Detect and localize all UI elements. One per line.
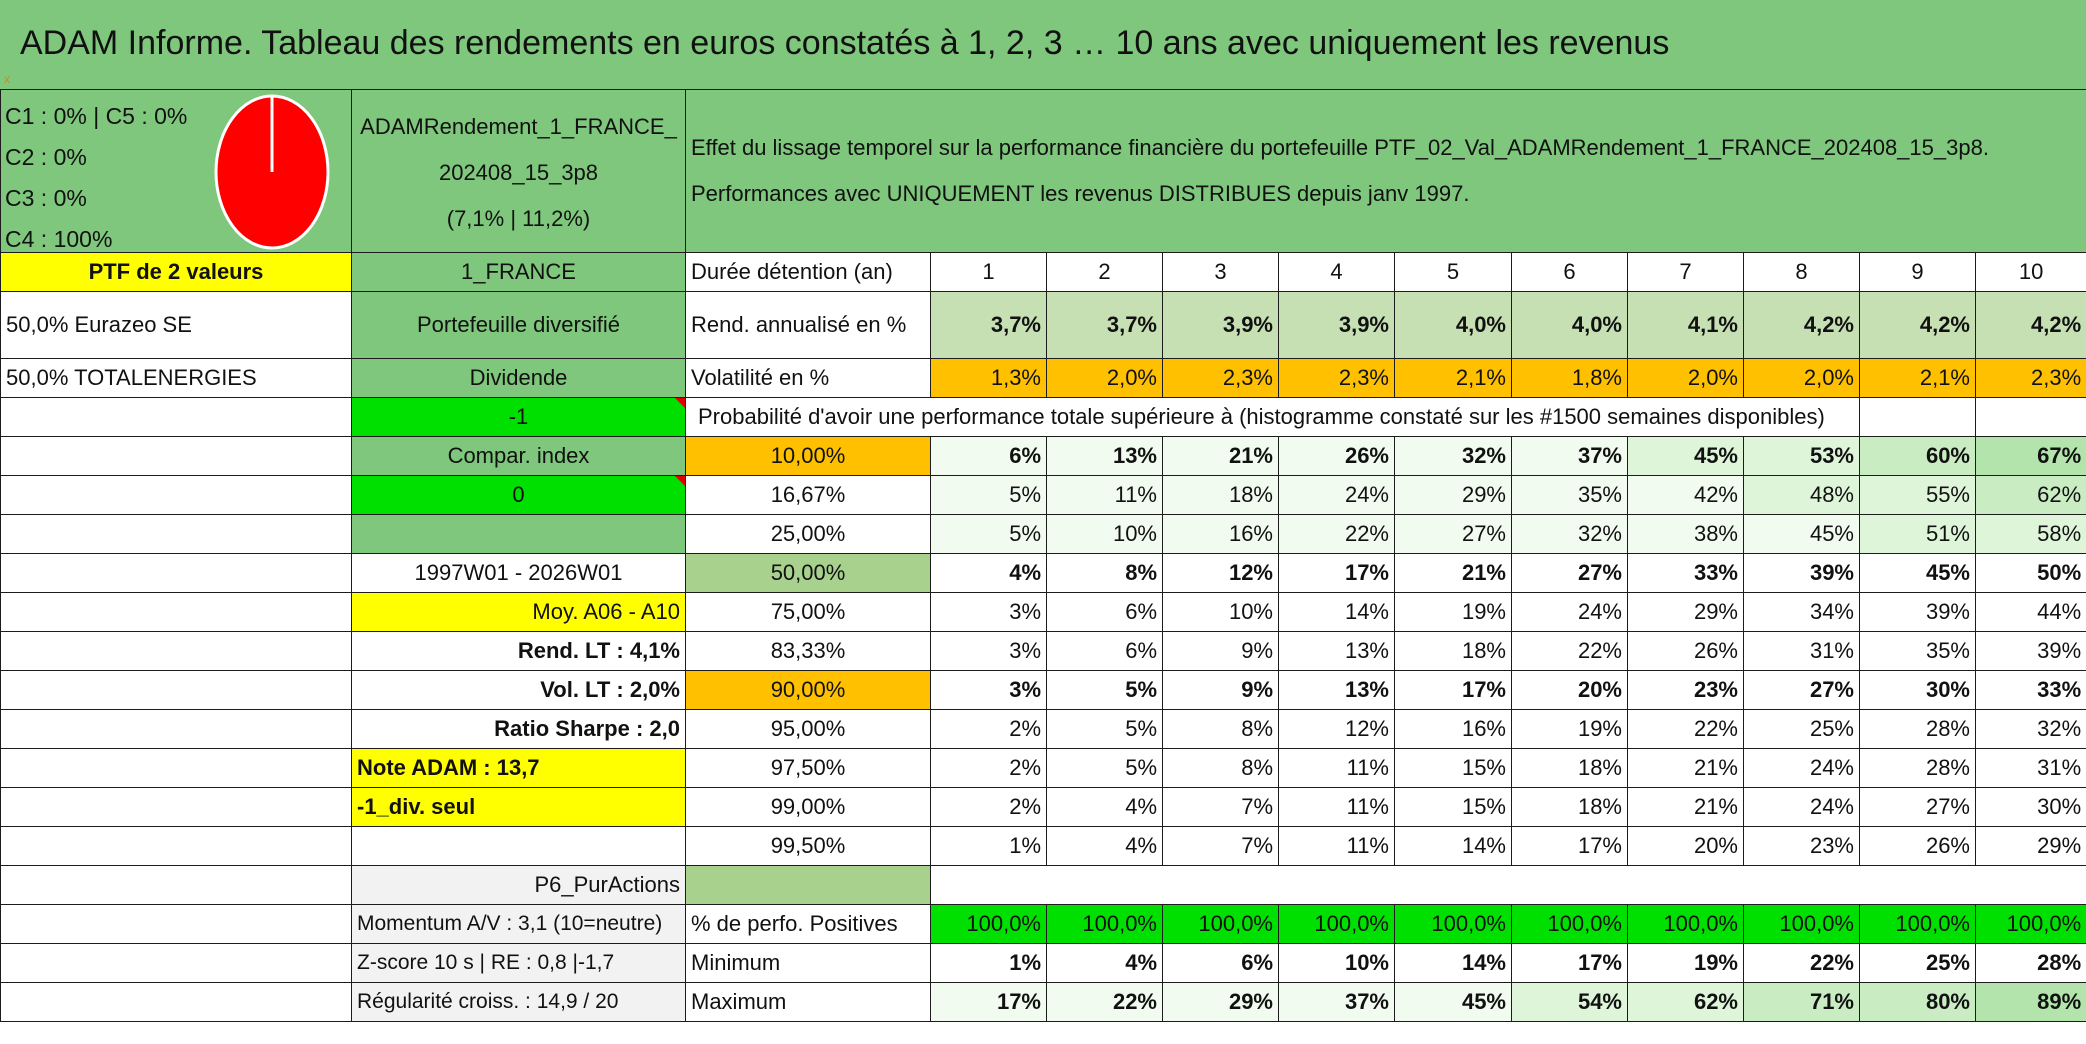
proba-value: 33%: [1628, 554, 1744, 593]
year-header: 2: [1047, 253, 1163, 292]
proba-value: 53%: [1744, 437, 1860, 476]
min-label: Minimum: [686, 944, 931, 983]
empty-cell: [1, 827, 352, 866]
max-value: 80%: [1860, 983, 1976, 1022]
momentum-label: Momentum A/V : 3,1 (10=neutre): [352, 905, 686, 944]
proba-value: 58%: [1976, 515, 2086, 554]
pos-label: % de perfo. Positives: [686, 905, 931, 944]
legend-item: C3 : 0%: [5, 185, 87, 211]
proba-value: 5%: [1047, 710, 1163, 749]
proba-value: 19%: [1512, 710, 1628, 749]
proba-value: 50%: [1976, 554, 2086, 593]
proba-value: 60%: [1860, 437, 1976, 476]
proba-value: 13%: [1279, 671, 1395, 710]
proba-value: 39%: [1860, 593, 1976, 632]
year-header: 8: [1744, 253, 1860, 292]
proba-value: 15%: [1395, 788, 1512, 827]
vol-value: 2,0%: [1047, 359, 1163, 398]
rend-value: 4,0%: [1395, 292, 1512, 359]
min-value: 1%: [931, 944, 1047, 983]
empty-cell: [1860, 398, 1976, 437]
rend-value: 3,7%: [931, 292, 1047, 359]
vol-value: 2,0%: [1744, 359, 1860, 398]
proba-value: 8%: [1047, 554, 1163, 593]
proba-value: 31%: [1976, 749, 2086, 788]
proba-value: 34%: [1744, 593, 1860, 632]
proba-value: 32%: [1395, 437, 1512, 476]
max-value: 22%: [1047, 983, 1163, 1022]
threshold-label: 10,00%: [686, 437, 931, 476]
proba-value: 11%: [1047, 476, 1163, 515]
empty-cell: [1, 476, 352, 515]
proba-value: 12%: [1279, 710, 1395, 749]
proba-value: 13%: [1279, 632, 1395, 671]
proba-value: 24%: [1744, 788, 1860, 827]
proba-value: 29%: [1395, 476, 1512, 515]
proba-value: 33%: [1976, 671, 2086, 710]
pos-value: 100,0%: [1279, 905, 1395, 944]
empty-cell: [1, 398, 352, 437]
proba-value: 48%: [1744, 476, 1860, 515]
param-zero: 0: [352, 476, 686, 515]
empty-cell: [1, 515, 352, 554]
empty-cell: [1, 905, 352, 944]
proba-value: 5%: [1047, 671, 1163, 710]
year-header: 3: [1163, 253, 1279, 292]
min-value: 17%: [1512, 944, 1628, 983]
pos-value: 100,0%: [1047, 905, 1163, 944]
description-cell: [686, 90, 2086, 253]
year-header: 5: [1395, 253, 1512, 292]
proba-value: 10%: [1047, 515, 1163, 554]
proba-value: 21%: [1395, 554, 1512, 593]
proba-value: 1%: [931, 827, 1047, 866]
empty-band: [931, 866, 2086, 905]
pos-value: 100,0%: [931, 905, 1047, 944]
threshold-label: 95,00%: [686, 710, 931, 749]
min-value: 10%: [1279, 944, 1395, 983]
proba-value: 26%: [1628, 632, 1744, 671]
threshold-label: 83,33%: [686, 632, 931, 671]
year-header: 4: [1279, 253, 1395, 292]
empty-cell: [1, 866, 352, 905]
proba-value: 3%: [931, 632, 1047, 671]
period-label: 1997W01 - 2026W01: [352, 554, 686, 593]
proba-value: 20%: [1512, 671, 1628, 710]
proba-value: 22%: [1512, 632, 1628, 671]
proba-value: 24%: [1744, 749, 1860, 788]
proba-value: 15%: [1395, 749, 1512, 788]
proba-value: 22%: [1279, 515, 1395, 554]
proba-value: 32%: [1512, 515, 1628, 554]
pos-value: 100,0%: [1395, 905, 1512, 944]
proba-value: 30%: [1860, 671, 1976, 710]
proba-value: 18%: [1163, 476, 1279, 515]
zscore-label: Z-score 10 s | RE : 0,8 |-1,7: [352, 944, 686, 983]
year-header: 10: [1976, 253, 2086, 292]
proba-value: 32%: [1976, 710, 2086, 749]
rend-label: Rend. annualisé en %: [686, 292, 931, 359]
rend-value: 4,2%: [1744, 292, 1860, 359]
div-label: -1_div. seul: [352, 788, 686, 827]
empty-cell: [352, 827, 686, 866]
vol-value: 2,1%: [1395, 359, 1512, 398]
proba-value: 3%: [931, 593, 1047, 632]
allocation-pie-chart: [213, 94, 337, 252]
holding-item: 50,0% Eurazeo SE: [1, 292, 352, 359]
pos-value: 100,0%: [1860, 905, 1976, 944]
proba-value: 18%: [1512, 749, 1628, 788]
empty-cell: [1, 944, 352, 983]
min-value: 6%: [1163, 944, 1279, 983]
pie-legend: [5, 96, 187, 253]
empty-green-cell: [352, 515, 686, 554]
vol-value: 1,3%: [931, 359, 1047, 398]
proba-value: 20%: [1628, 827, 1744, 866]
rend-value: 4,2%: [1976, 292, 2086, 359]
proba-value: 62%: [1976, 476, 2086, 515]
proba-value: 28%: [1860, 710, 1976, 749]
max-value: 45%: [1395, 983, 1512, 1022]
year-header: 9: [1860, 253, 1976, 292]
region-label: 1_FRANCE: [352, 253, 686, 292]
performance-table: [0, 89, 2086, 1022]
threshold-label: 25,00%: [686, 515, 931, 554]
vol-label: Volatilité en %: [686, 359, 931, 398]
proba-value: 3%: [931, 671, 1047, 710]
proba-value: 21%: [1628, 749, 1744, 788]
proba-value: 2%: [931, 788, 1047, 827]
probability-title: Probabilité d'avoir une performance totale supérieure à (histogramme constaté sur les #1500 semaines disponibles): [686, 398, 1860, 437]
proba-value: 9%: [1163, 671, 1279, 710]
max-value: 17%: [931, 983, 1047, 1022]
income-type: Dividende: [352, 359, 686, 398]
max-value: 54%: [1512, 983, 1628, 1022]
rend-value: 3,7%: [1047, 292, 1163, 359]
ptf-count: PTF de 2 valeurs: [1, 253, 352, 292]
empty-cell: [1, 671, 352, 710]
proba-value: 37%: [1512, 437, 1628, 476]
rend-value: 3,9%: [1279, 292, 1395, 359]
year-header: 6: [1512, 253, 1628, 292]
max-value: 62%: [1628, 983, 1744, 1022]
empty-cell: [1, 632, 352, 671]
vol-value: 2,1%: [1860, 359, 1976, 398]
threshold-label: 90,00%: [686, 671, 931, 710]
proba-value: 13%: [1047, 437, 1163, 476]
proba-value: 23%: [1628, 671, 1744, 710]
year-header: 1: [931, 253, 1047, 292]
min-value: 14%: [1395, 944, 1512, 983]
proba-value: 8%: [1163, 749, 1279, 788]
proba-value: 16%: [1395, 710, 1512, 749]
min-value: 19%: [1628, 944, 1744, 983]
proba-value: 45%: [1628, 437, 1744, 476]
empty-cell: [1, 554, 352, 593]
proba-value: 4%: [931, 554, 1047, 593]
proba-value: 24%: [1512, 593, 1628, 632]
vol-value: 2,3%: [1163, 359, 1279, 398]
proba-value: 27%: [1744, 671, 1860, 710]
proba-value: 14%: [1395, 827, 1512, 866]
proba-value: 19%: [1395, 593, 1512, 632]
proba-value: 17%: [1395, 671, 1512, 710]
proba-value: 29%: [1628, 593, 1744, 632]
pos-value: 100,0%: [1628, 905, 1744, 944]
cell-marker: x: [4, 72, 10, 86]
pos-value: 100,0%: [1976, 905, 2086, 944]
proba-value: 11%: [1279, 788, 1395, 827]
proba-value: 11%: [1279, 827, 1395, 866]
threshold-label: 99,00%: [686, 788, 931, 827]
proba-value: 16%: [1163, 515, 1279, 554]
proba-value: 5%: [931, 515, 1047, 554]
proba-value: 8%: [1163, 710, 1279, 749]
pos-value: 100,0%: [1163, 905, 1279, 944]
vol-value: 2,3%: [1279, 359, 1395, 398]
threshold-label: 75,00%: [686, 593, 931, 632]
vol-lt-label: Vol. LT : 2,0%: [352, 671, 686, 710]
empty-cell: [1, 788, 352, 827]
proba-value: 12%: [1163, 554, 1279, 593]
empty-cell: [1, 437, 352, 476]
regularite-label: Régularité croiss. : 14,9 / 20: [352, 983, 686, 1022]
empty-cell: [1, 593, 352, 632]
max-value: 37%: [1279, 983, 1395, 1022]
empty-cell: [1976, 398, 2086, 437]
proba-value: 24%: [1279, 476, 1395, 515]
proba-value: 22%: [1628, 710, 1744, 749]
min-value: 22%: [1744, 944, 1860, 983]
rend-value: 4,1%: [1628, 292, 1744, 359]
rend-value: 4,2%: [1860, 292, 1976, 359]
proba-value: 18%: [1395, 632, 1512, 671]
threshold-label: 99,50%: [686, 827, 931, 866]
moy-label: Moy. A06 - A10: [352, 593, 686, 632]
proba-value: 38%: [1628, 515, 1744, 554]
proba-value: 35%: [1860, 632, 1976, 671]
portfolio-name: ADAMRendement_1_FRANCE_202408_15_3p8: [360, 114, 677, 185]
proba-value: 4%: [1047, 788, 1163, 827]
threshold-label: 50,00%: [686, 554, 931, 593]
proba-value: 55%: [1860, 476, 1976, 515]
proba-value: 14%: [1279, 593, 1395, 632]
proba-value: 7%: [1163, 788, 1279, 827]
legend-item: C2 : 0%: [5, 144, 87, 170]
proba-value: 6%: [1047, 593, 1163, 632]
proba-value: 39%: [1744, 554, 1860, 593]
proba-value: 5%: [931, 476, 1047, 515]
empty-cell: [1, 710, 352, 749]
sharpe-label: Ratio Sharpe : 2,0: [352, 710, 686, 749]
proba-value: 29%: [1976, 827, 2086, 866]
max-value: 29%: [1163, 983, 1279, 1022]
portfolio-type: Portefeuille diversifié: [352, 292, 686, 359]
proba-value: 45%: [1860, 554, 1976, 593]
proba-value: 2%: [931, 710, 1047, 749]
empty-cell: [1, 983, 352, 1022]
duration-label: Durée détention (an): [686, 253, 931, 292]
proba-value: 21%: [1628, 788, 1744, 827]
vol-value: 1,8%: [1512, 359, 1628, 398]
proba-value: 6%: [1047, 632, 1163, 671]
proba-value: 28%: [1860, 749, 1976, 788]
empty-cell: [1, 749, 352, 788]
proba-value: 17%: [1512, 827, 1628, 866]
min-value: 28%: [1976, 944, 2086, 983]
proba-value: 11%: [1279, 749, 1395, 788]
proba-value: 23%: [1744, 827, 1860, 866]
empty-green-cell: [686, 866, 931, 905]
proba-value: 2%: [931, 749, 1047, 788]
proba-value: 44%: [1976, 593, 2086, 632]
proba-value: 26%: [1279, 437, 1395, 476]
proba-value: 27%: [1512, 554, 1628, 593]
allocation-cell: [1, 90, 352, 253]
vol-value: 2,0%: [1628, 359, 1744, 398]
proba-value: 17%: [1279, 554, 1395, 593]
proba-value: 42%: [1628, 476, 1744, 515]
proba-value: 35%: [1512, 476, 1628, 515]
rend-value: 3,9%: [1163, 292, 1279, 359]
proba-value: 10%: [1163, 593, 1279, 632]
proba-value: 9%: [1163, 632, 1279, 671]
max-value: 89%: [1976, 983, 2086, 1022]
legend-item: C1 : 0% | C5 : 0%: [5, 103, 188, 129]
param-minus-one: -1: [352, 398, 686, 437]
proba-value: 5%: [1047, 749, 1163, 788]
year-header: 7: [1628, 253, 1744, 292]
compar-index: Compar. index: [352, 437, 686, 476]
category-label: P6_PurActions: [352, 866, 686, 905]
pos-value: 100,0%: [1744, 905, 1860, 944]
pos-value: 100,0%: [1512, 905, 1628, 944]
proba-value: 18%: [1512, 788, 1628, 827]
portfolio-stats: (7,1% | 11,2%): [446, 206, 591, 231]
proba-value: 39%: [1976, 632, 2086, 671]
max-value: 71%: [1744, 983, 1860, 1022]
max-label: Maximum: [686, 983, 931, 1022]
proba-value: 67%: [1976, 437, 2086, 476]
min-value: 25%: [1860, 944, 1976, 983]
rend-value: 4,0%: [1512, 292, 1628, 359]
legend-item: C4 : 100%: [5, 226, 113, 252]
proba-value: 4%: [1047, 827, 1163, 866]
proba-value: 7%: [1163, 827, 1279, 866]
vol-value: 2,3%: [1976, 359, 2086, 398]
proba-value: 30%: [1976, 788, 2086, 827]
min-value: 4%: [1047, 944, 1163, 983]
proba-value: 45%: [1744, 515, 1860, 554]
threshold-label: 16,67%: [686, 476, 931, 515]
proba-value: 26%: [1860, 827, 1976, 866]
proba-value: 51%: [1860, 515, 1976, 554]
holding-item: 50,0% TOTALENERGIES: [1, 359, 352, 398]
portfolio-description: Effet du lissage temporel sur la performance financière du portefeuille PTF_02_Val_ADAMRendement_1_FRANCE_202408_15_3p8. Performances avec UNIQUEMENT les revenus DISTRIBUES depuis janv 1997.: [691, 135, 1989, 206]
proba-value: 6%: [931, 437, 1047, 476]
portfolio-name-cell: [352, 90, 686, 253]
report-title: ADAM Informe. Tableau des rendements en euros constatés à 1, 2, 3 … 10 ans avec uniquement les revenus: [20, 24, 1670, 62]
proba-value: 25%: [1744, 710, 1860, 749]
proba-value: 27%: [1860, 788, 1976, 827]
note-adam: Note ADAM : 13,7: [352, 749, 686, 788]
report-title-banner: [0, 0, 2086, 89]
proba-value: 27%: [1395, 515, 1512, 554]
proba-value: 21%: [1163, 437, 1279, 476]
rend-lt-label: Rend. LT : 4,1%: [352, 632, 686, 671]
threshold-label: 97,50%: [686, 749, 931, 788]
proba-value: 31%: [1744, 632, 1860, 671]
